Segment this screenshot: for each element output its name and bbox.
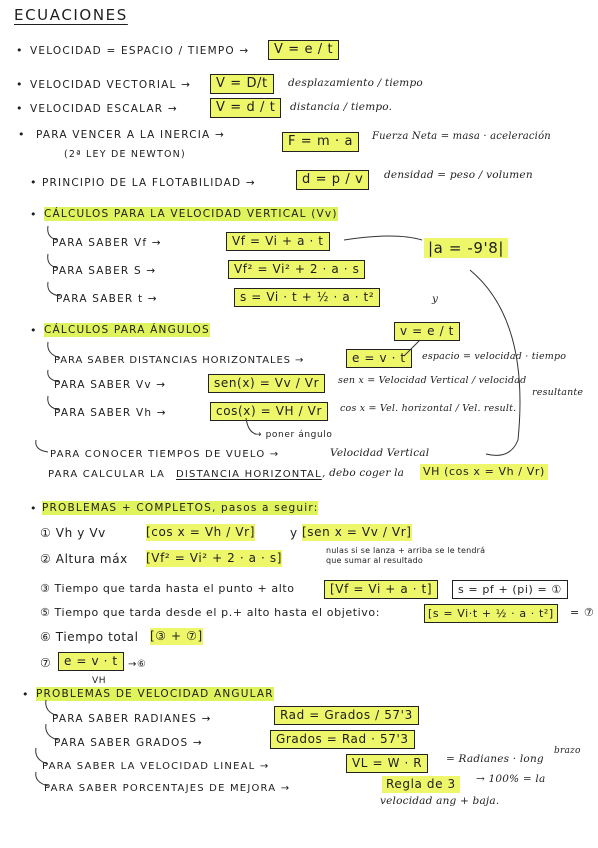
angle-arrow xyxy=(246,418,256,434)
step-5-result: = ⑦ xyxy=(570,606,595,619)
linear-velocity-label: PARA SABER LA VELOCIDAD LINEAL → xyxy=(42,761,270,772)
bullet-dot: • xyxy=(16,78,23,91)
flight-time-label: PARA CONOCER TIEMPOS DE VUELO → xyxy=(50,449,280,460)
section-complete-problems: PROBLEMAS + COMPLETOS, pasos a seguir: xyxy=(42,502,319,514)
bullet-dot: • xyxy=(30,208,37,221)
curve-arrow xyxy=(46,700,58,716)
horizontal-distance-text: , debo coger la xyxy=(322,467,405,479)
bullet-dot: • xyxy=(16,44,23,57)
formula-box-scalar-velocity: V = d / t xyxy=(210,98,281,118)
inertia-label: PARA VENCER A LA INERCIA → xyxy=(36,129,225,141)
formula-box-velocity: V = e / t xyxy=(268,40,339,60)
step-5-formula: [s = Vi·t + ½ · a · t²] xyxy=(424,604,558,623)
step-4-formula: s = pf + (pi) = ① xyxy=(452,580,568,599)
formula-box-vector-velocity: V = D/t xyxy=(210,74,274,94)
linear-velocity-note: = Radianes · long xyxy=(446,753,544,765)
density-note: densidad = peso / volumen xyxy=(384,169,533,181)
horizontal-distance-underlined: DISTANCIA HORIZONTAL xyxy=(176,469,322,480)
bullet-dot: • xyxy=(16,102,23,115)
curve-arrow xyxy=(48,370,60,382)
formula-box-speed: v = e / t xyxy=(394,322,460,341)
formula-box-force: F = m · a xyxy=(282,132,359,152)
improvement-note-1: → 100% = la xyxy=(476,773,546,785)
buoyancy-label: PRINCIPIO DE LA FLOTABILIDAD → xyxy=(42,177,256,189)
curve-arrow xyxy=(48,342,60,358)
formula-box-degrees: Grados = Rad · 57'3 xyxy=(270,730,415,749)
flight-time-note: Velocidad Vertical xyxy=(330,447,430,459)
rule-of-three: Regla de 3 xyxy=(382,776,460,793)
formula-box-time: s = Vi · t + ½ · a · t² xyxy=(234,288,380,307)
step-3-formula: [Vf = Vi + a · t] xyxy=(324,580,438,599)
page-title: ECUACIONES xyxy=(14,6,128,24)
bullet-dot: • xyxy=(30,502,37,515)
section-angular-velocity: PROBLEMAS DE VELOCIDAD ANGULAR xyxy=(36,688,274,700)
step-6-formula: [③ + ⑦] xyxy=(150,629,203,643)
curve-arrow xyxy=(48,396,60,410)
improvement-label: PARA SABER PORCENTAJES DE MEJORA → xyxy=(44,783,291,794)
degrees-label: PARA SABER GRADOS → xyxy=(54,737,203,749)
newton-law-label: (2ª LEY DE NEWTON) xyxy=(64,149,186,160)
step-2-note-2: que sumar al resultado xyxy=(326,556,423,565)
vector-velocity-label: VELOCIDAD VECTORIAL → xyxy=(30,79,192,91)
gravity-link-arrow-2 xyxy=(470,270,520,455)
distance-label: PARA SABER S → xyxy=(52,265,157,277)
step-1-label: ① Vh y Vv xyxy=(40,526,106,540)
curve-arrow xyxy=(48,282,60,296)
formula-box-cosine: cos(x) = VH / Vr xyxy=(210,402,328,421)
step-7-link: →⑥ xyxy=(128,659,147,670)
curve-arrow xyxy=(36,440,48,452)
horizontal-distance-note: espacio = velocidad · tiempo xyxy=(422,351,567,362)
horizontal-distance-calc: PARA CALCULAR LA xyxy=(48,469,166,480)
step-1-sine: [sen x = Vv / Vr] xyxy=(302,525,412,539)
sine-note-result: resultante xyxy=(532,387,584,398)
final-velocity-label: PARA SABER Vf → xyxy=(52,237,162,249)
step-7-label: ⑦ xyxy=(40,656,52,670)
vertical-component-label: PARA SABER Vv → xyxy=(54,379,167,391)
curve-arrow xyxy=(36,772,48,786)
formula-box-horizontal-distance: e = v · t xyxy=(346,349,412,368)
scalar-velocity-note: distancia / tiempo. xyxy=(290,101,393,113)
improvement-note-2: velocidad ang + baja. xyxy=(380,795,500,807)
gravity-link-arrow xyxy=(344,236,422,240)
time-label: PARA SABER t → xyxy=(56,293,158,305)
scalar-velocity-label: VELOCIDAD ESCALAR → xyxy=(30,103,178,115)
sine-note: sen x = Velocidad Vertical / velocidad xyxy=(338,375,527,386)
step-2-formula: [Vf² = Vi² + 2 · a · s] xyxy=(146,551,282,565)
and-note: y xyxy=(432,293,439,305)
step-2-note-1: nulas si se lanza + arriba se le tendrá xyxy=(326,546,486,555)
radians-label: PARA SABER RADIANES → xyxy=(52,713,212,725)
section-vertical-velocity: CÁLCULOS PARA LA VELOCIDAD VERTICAL (Vv) xyxy=(44,208,338,220)
formula-box-radians: Rad = Grados / 57'3 xyxy=(274,706,419,725)
step-6-label: ⑥ Tiempo total xyxy=(40,630,139,644)
vector-velocity-note: desplazamiento / tiempo xyxy=(288,77,423,89)
formula-box-linear-velocity: VL = W · R xyxy=(346,754,428,773)
step-5-label: ⑤ Tiempo que tarda desde el p.+ alto hasta el objetivo: xyxy=(40,606,381,619)
formula-box-sine: sen(x) = Vv / Vr xyxy=(208,374,325,393)
gravity-constant: |a = -9'8| xyxy=(424,238,508,258)
net-force-note: Fuerza Neta = masa · aceleración xyxy=(372,131,551,142)
curve-arrow xyxy=(46,724,58,740)
formula-box-distance: Vf² = Vi² + 2 · a · s xyxy=(228,260,365,279)
horizontal-distance-label: PARA SABER DISTANCIAS HORIZONTALES → xyxy=(54,355,305,366)
bullet-dot: • xyxy=(30,176,37,189)
formula-box-final-velocity: Vf = Vi + a · t xyxy=(226,232,330,251)
horizontal-velocity-highlight: VH (cos x = Vh / Vr) xyxy=(420,464,548,480)
section-angles: CÁLCULOS PARA ÁNGULOS xyxy=(44,324,210,336)
curve-arrow xyxy=(36,748,48,764)
curve-arrow xyxy=(48,226,58,240)
step-2-label: ② Altura máx xyxy=(40,552,128,566)
step-3-label: ③ Tiempo que tarda hasta el punto + alto xyxy=(40,582,295,595)
step-1-and: y xyxy=(290,526,298,540)
linear-velocity-note-arm: brazo xyxy=(554,746,581,756)
formula-box-density: d = p / v xyxy=(296,170,369,190)
step-7-formula: e = v · t xyxy=(58,652,124,671)
curve-arrow xyxy=(48,254,58,268)
step-1-cosine: [cos x = Vh / Vr] xyxy=(146,525,255,539)
cosine-note: cos x = Vel. horizontal / Vel. result. xyxy=(340,403,517,414)
bullet-dot: • xyxy=(22,688,29,701)
speed-arrow xyxy=(404,340,420,356)
step-7-vh: VH xyxy=(92,676,107,686)
bullet-dot: • xyxy=(18,128,25,141)
angle-note: → poner ángulo xyxy=(254,430,333,440)
velocity-definition: VELOCIDAD = ESPACIO / TIEMPO → xyxy=(30,45,250,57)
bullet-dot: • xyxy=(30,324,37,337)
horizontal-component-label: PARA SABER Vh → xyxy=(54,407,167,419)
